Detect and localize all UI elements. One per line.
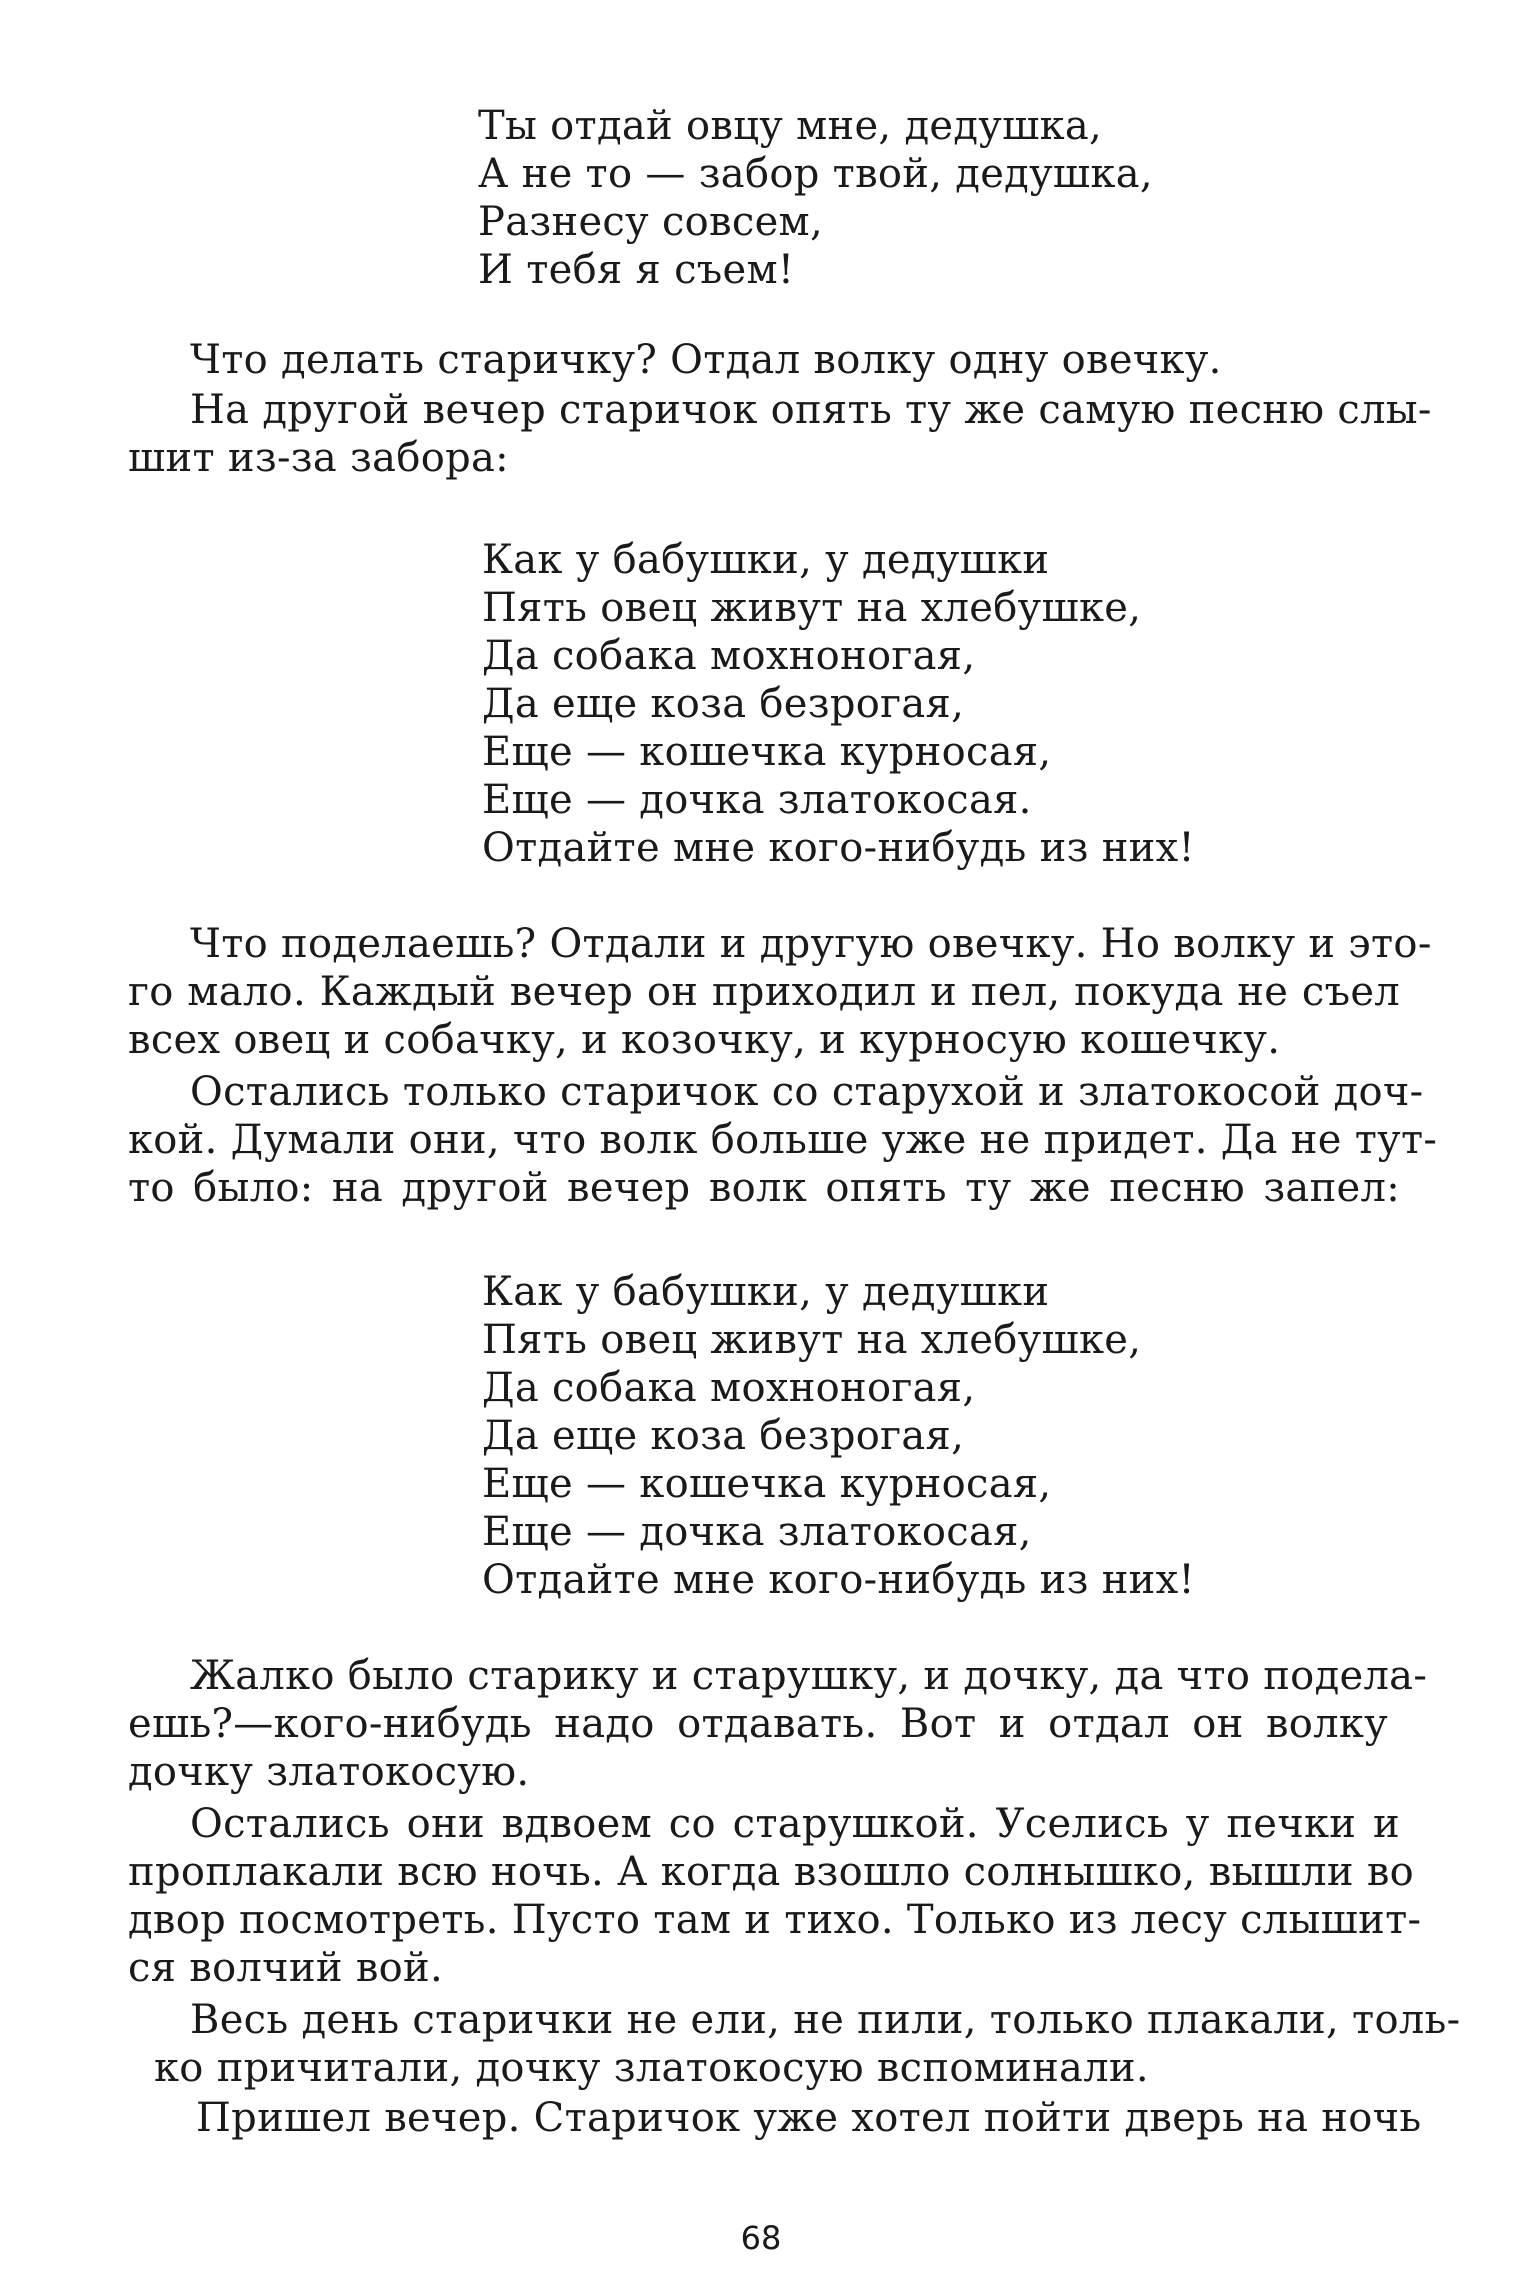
- text-line: кой. Думали они, что волк больше уже не придет. Да не тут-: [128, 1117, 1438, 1163]
- verse-line: И тебя я съем!: [478, 247, 795, 293]
- text-line: Остались они вдвоем со старушкой. Уселись у печки и: [190, 1801, 1400, 1847]
- page-number: 68: [740, 2219, 782, 2257]
- text-line: двор посмотреть. Пусто там и тихо. Только из лесу слышит-: [128, 1897, 1422, 1943]
- verse-line: Как у бабушки, у дедушки: [482, 537, 1050, 583]
- verse-line: Пять овец живут на хлебушке,: [482, 1317, 1142, 1363]
- verse-line: Еще — дочка златокосая.: [482, 777, 1032, 823]
- text-line: проплакали всю ночь. А когда взошло солнышко, вышли во: [128, 1849, 1415, 1895]
- text-line: всех овец и собачку, и козочку, и курносую кошечку.: [128, 1017, 1281, 1063]
- text-line: Жалко было старику и старушку, и дочку, да что подела-: [190, 1653, 1428, 1699]
- verse-line: Еще — кошечка курносая,: [482, 729, 1052, 775]
- text-line: шит из-за забора:: [128, 435, 509, 481]
- text-line: Весь день старички не ели, не пили, только плакали, толь-: [190, 1997, 1461, 2043]
- verse-line: Ты отдай овцу мне, дедушка,: [478, 103, 1103, 149]
- verse-line: Разнесу совсем,: [478, 199, 823, 245]
- text-line: Что поделаешь? Отдали и другую овечку. Но волку и это-: [190, 921, 1432, 967]
- verse-line: Да еще коза безрогая,: [482, 681, 965, 727]
- verse-line: Еще — кошечка курносая,: [482, 1461, 1052, 1507]
- verse-line: Как у бабушки, у дедушки: [482, 1269, 1050, 1315]
- text-line: го мало. Каждый вечер он приходил и пел, покуда не съел: [128, 969, 1400, 1015]
- text-line: Что делать старичку? Отдал волку одну овечку.: [190, 337, 1222, 383]
- text-line: ся волчий вой.: [128, 1945, 444, 1991]
- text-line: Остались только старичок со старухой и златокосой доч-: [190, 1069, 1424, 1115]
- text-line: Пришел вечер. Старичок уже хотел пойти дверь на ночь: [196, 2095, 1422, 2141]
- verse-line: А не то — забор твой, дедушка,: [478, 151, 1153, 197]
- text-line: ко причитали, дочку златокосую вспоминали.: [154, 2045, 1149, 2091]
- text-line: то было: на другой вечер волк опять ту же песню запел:: [128, 1165, 1400, 1211]
- text-line: ешь?—кого-нибудь надо отдавать. Вот и отдал он волку: [128, 1701, 1388, 1747]
- verse-line: Да еще коза безрогая,: [482, 1413, 965, 1459]
- verse-line: Да собака мохноногая,: [482, 1365, 976, 1411]
- text-line: дочку златокосую.: [128, 1749, 530, 1795]
- verse-line: Отдайте мне кого-нибудь из них!: [482, 825, 1195, 871]
- verse-line: Да собака мохноногая,: [482, 633, 976, 679]
- verse-line: Отдайте мне кого-нибудь из них!: [482, 1557, 1195, 1603]
- verse-line: Еще — дочка златокосая,: [482, 1509, 1032, 1555]
- text-line: На другой вечер старичок опять ту же самую песню слы-: [190, 387, 1432, 433]
- verse-line: Пять овец живут на хлебушке,: [482, 585, 1142, 631]
